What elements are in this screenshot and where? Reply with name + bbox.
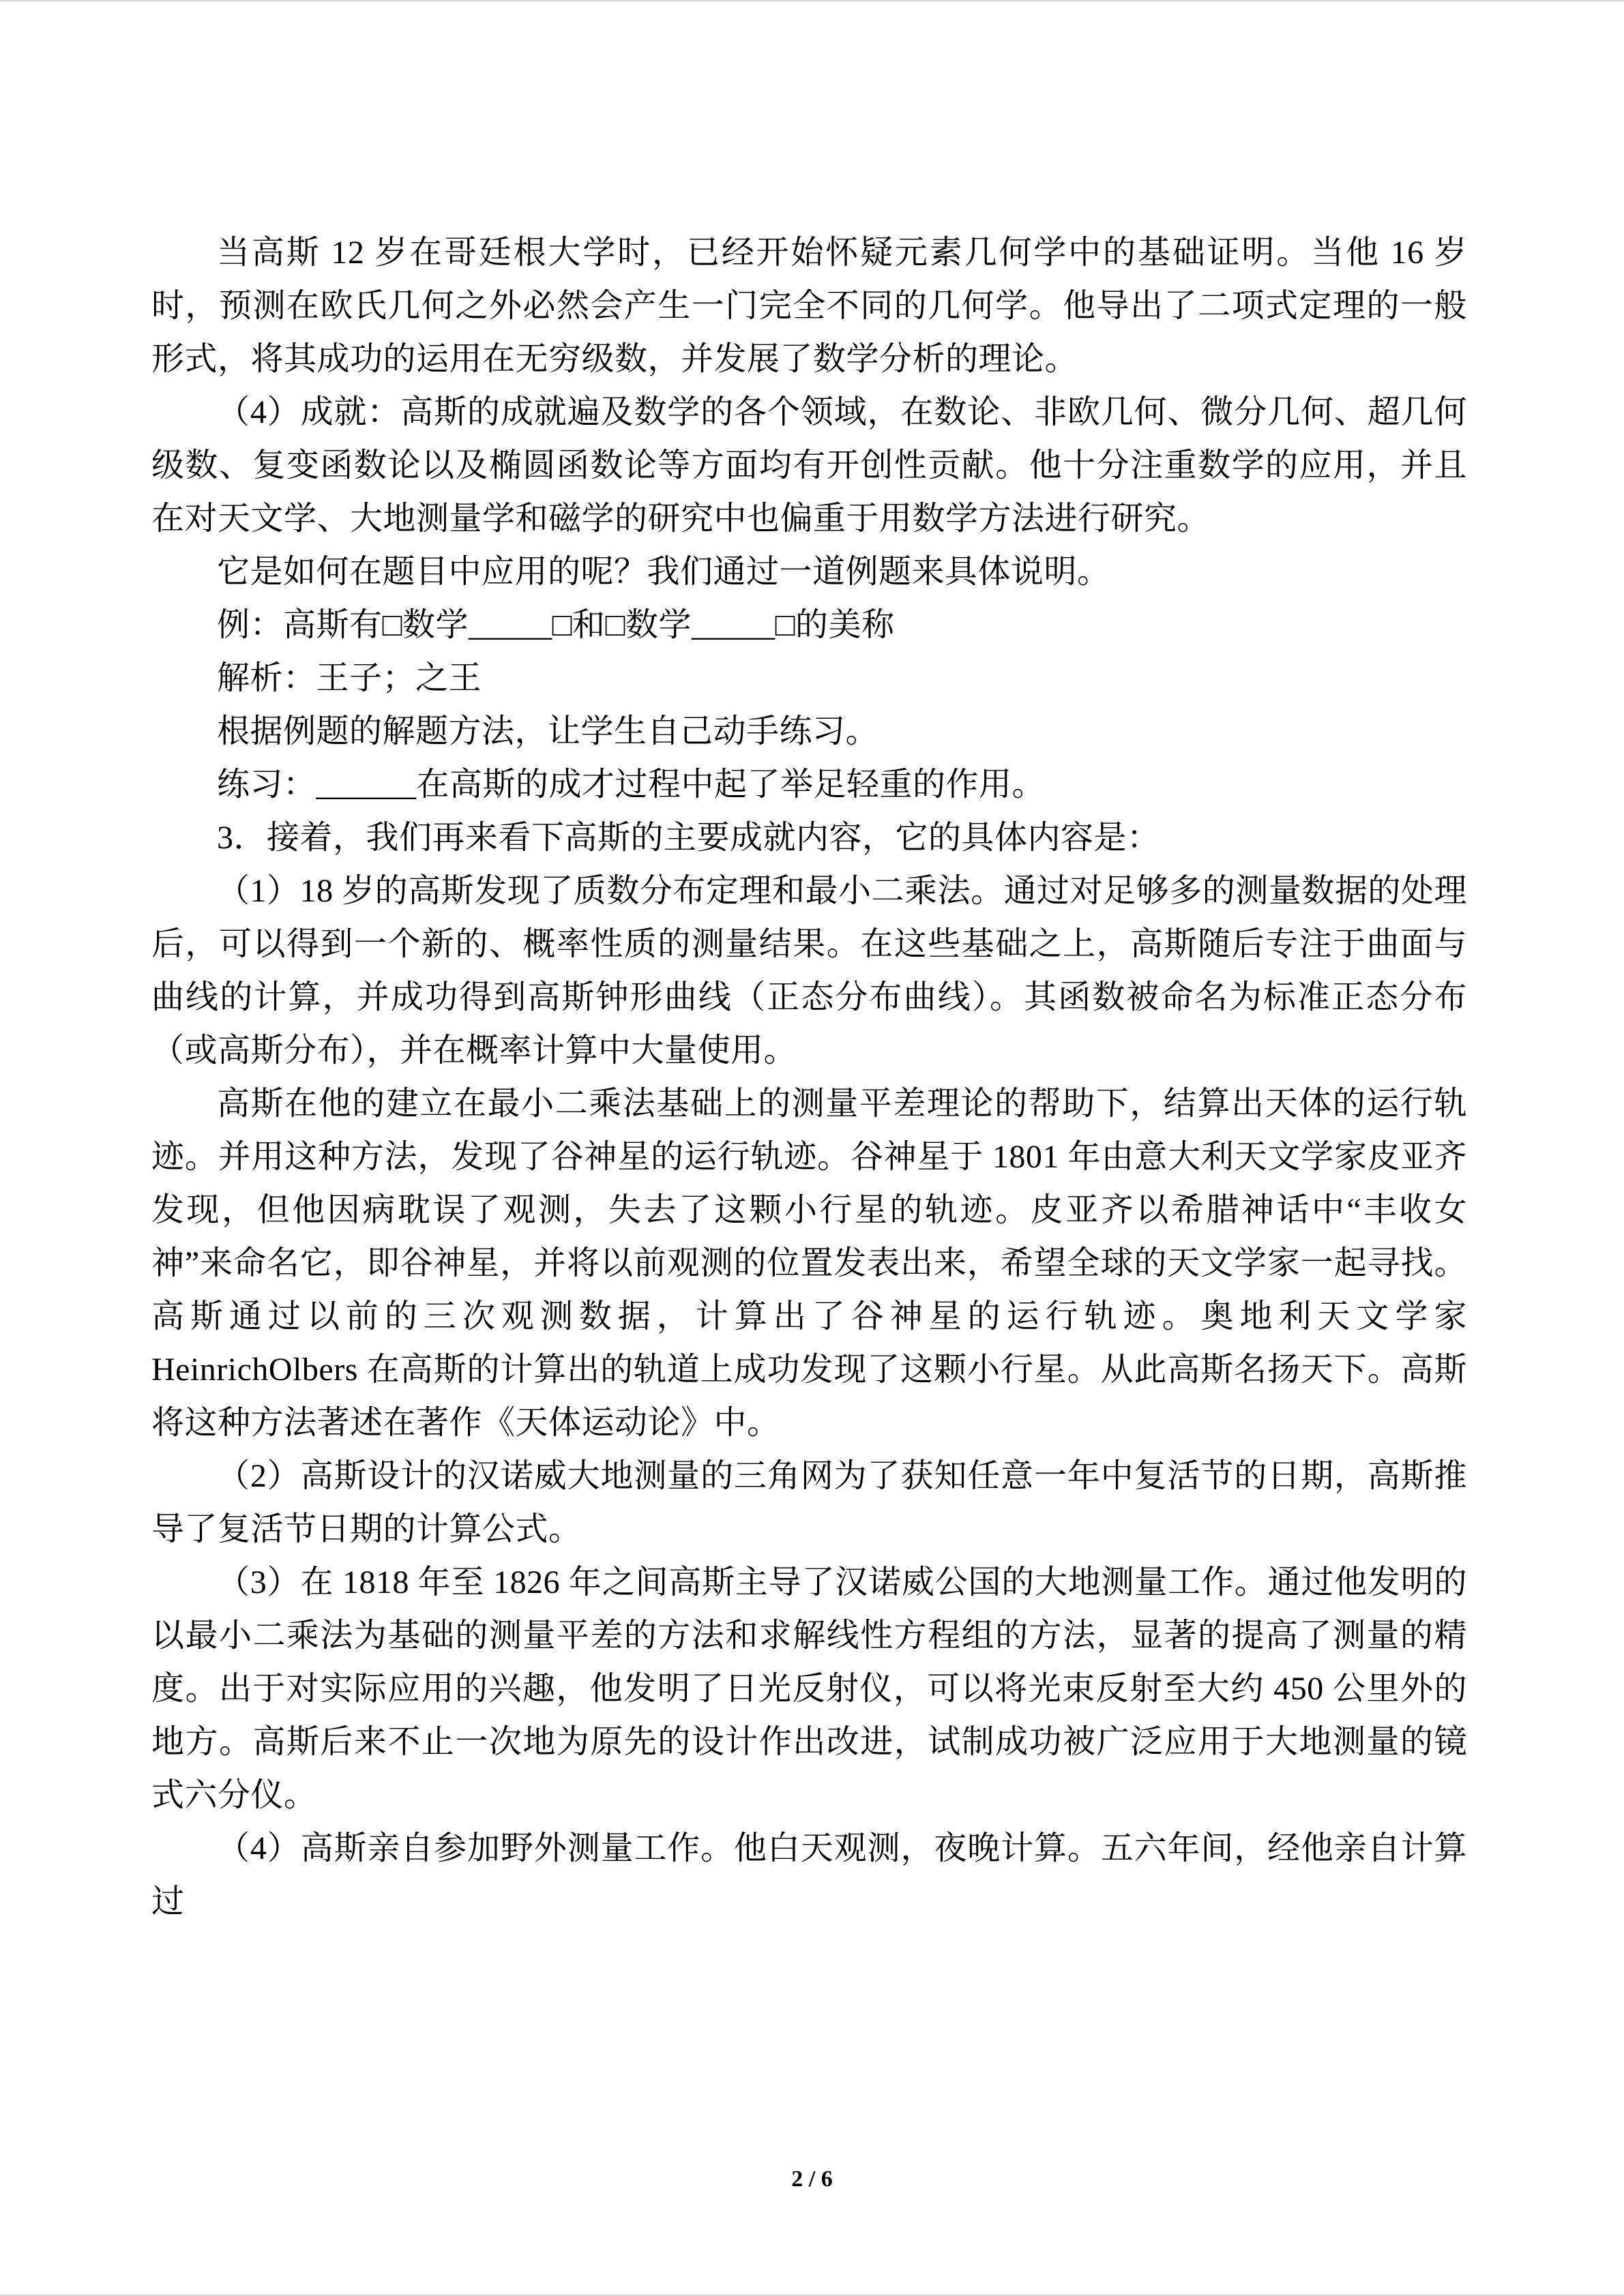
paragraph-example: 例：高斯有□数学_____□和□数学_____□的美称	[217, 607, 895, 643]
page-number-current: 2	[791, 2166, 803, 2192]
paragraph: 它是如何在题目中应用的呢？我们通过一道例题来具体说明。	[217, 554, 1110, 590]
paragraph: （4）成就：高斯的成就遍及数学的各个领域，在数论、非欧几何、微分几何、超几何级数、复变函数论以及椭圆函数论等方面均有开创性贡献。他十分注重数学的应用，并且在对天文学、大地测量学和磁学的研究中也偏重于用数学方法进行研究。	[151, 394, 1467, 537]
paragraph: （3）在 1818 年至 1826 年之间高斯主导了汉诺威公国的大地测量工作。通过他发明的以最小二乘法为基础的测量平差的方法和求解线性方程组的方法，显著的提高了测量的精度。出于对实际应用的兴趣，他发明了日光反射仪，可以将光束反射至大约 450 公里外的地方。高斯后来不止一次地为原先的设计作出改进，试制成功被广泛应用于大地测量的镜式六分仪。	[151, 1564, 1467, 1813]
paragraph: （2）高斯设计的汉诺威大地测量的三角网为了获知任意一年中复活节的日期，高斯推导了复活节日期的计算公式。	[151, 1458, 1467, 1547]
paragraph: 当高斯 12 岁在哥廷根大学时，已经开始怀疑元素几何学中的基础证明。当他 16 岁时，预测在欧氏几何之外必然会产生一门完全不同的几何学。他导出了二项式定理的一般形式，将其成功的运用在无穷级数，并发展了数学分析的理论。	[151, 235, 1467, 377]
paragraph: 根据例题的解题方法，让学生自己动手练习。	[217, 713, 879, 749]
paragraph: 3．接着，我们再来看下高斯的主要成就内容，它的具体内容是：	[217, 820, 1160, 856]
document-body	[0, 1, 1624, 1928]
page-number-separator: /	[803, 2166, 821, 2192]
page-number-total: 6	[821, 2166, 833, 2192]
paragraph-exercise: 练习：______在高斯的成才过程中起了举足轻重的作用。	[217, 766, 1046, 803]
paragraph: （1）18 岁的高斯发现了质数分布定理和最小二乘法。通过对足够多的测量数据的处理后，可以得到一个新的、概率性质的测量结果。在这些基础之上，高斯随后专注于曲面与曲线的计算，并成功得到高斯钟形曲线（正态分布曲线）。其函数被命名为标准正态分布（或高斯分布），并在概率计算中大量使用。	[151, 873, 1467, 1069]
paragraph: （4）高斯亲自参加野外测量工作。他白天观测，夜晚计算。五六年间，经他亲自计算过	[151, 1830, 1467, 1920]
paragraph: 高斯在他的建立在最小二乘法基础上的测量平差理论的帮助下，结算出天体的运行轨迹。并用这种方法，发现了谷神星的运行轨迹。谷神星于 1801 年由意大利天文学家皮亚齐发现，但他因病耽误了观测，失去了这颗小行星的轨迹。皮亚齐以希腊神话中“丰收女神”来命名它，即谷神星，并将以前观测的位置发表出来，希望全球的天文学家一起寻找。高斯通过以前的三次观测数据，计算出了谷神星的运行轨迹。奥地利天文学家 HeinrichOlbers 在高斯的计算出的轨道上成功发现了这颗小行星。从此高斯名扬天下。高斯将这种方法著述在著作《天体运动论》中。	[151, 1086, 1467, 1441]
paragraph-answer: 解析：王子；之王	[217, 660, 482, 696]
page-footer	[0, 2166, 1624, 2192]
